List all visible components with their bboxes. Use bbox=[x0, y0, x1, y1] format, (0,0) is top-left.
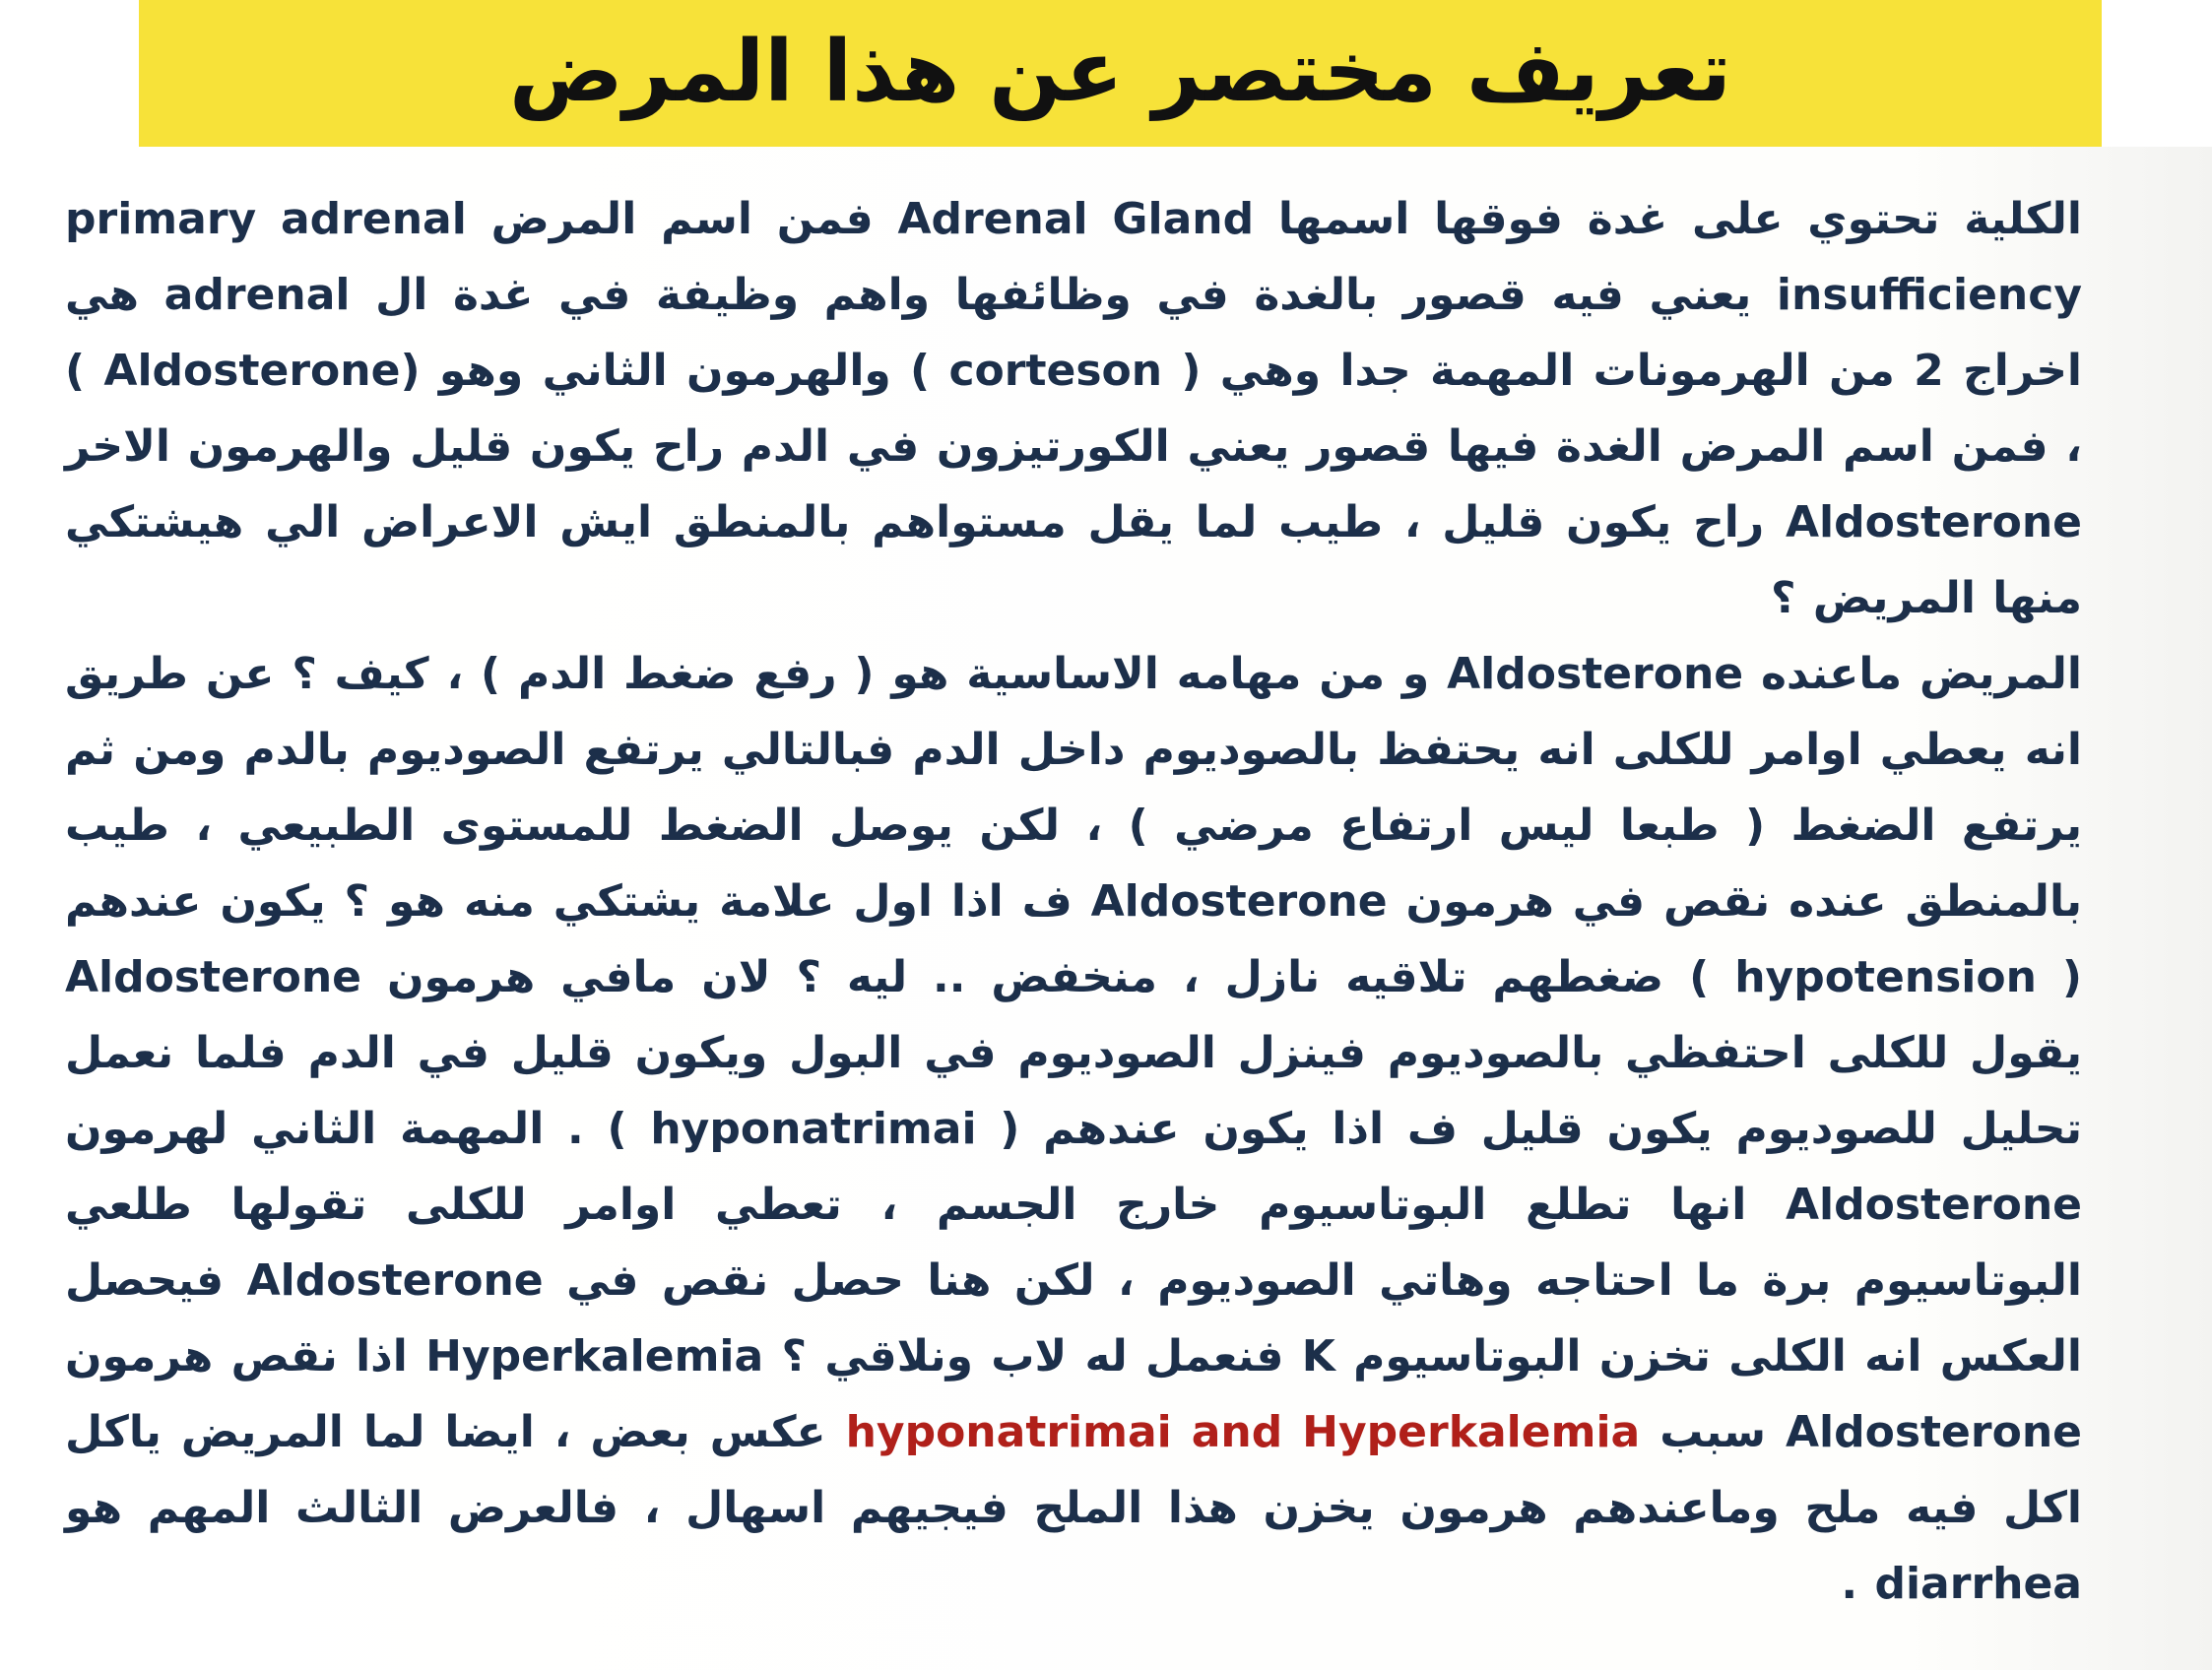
title-banner bbox=[139, 0, 2102, 147]
body-text bbox=[65, 181, 2082, 1622]
paragraph-1: الكلية تحتوي على غدة فوقها اسمها Adrenal Gland فمن اسم المرض primary adrenal insufficiency يعني فيه قصور بالغدة في وظائفها واهم وظيفة في غدة ال adrenal هي اخراج 2 من الهرمونات المهمة جدا وهي ( corteson ) والهرمون الثاني وهو (Aldosterone ) ، فمن اسم المرض الغدة فيها قصور يعني الكورتيزون في الدم راح يكون قليل والهرمون الاخر Aldosterone راح يكون قليل ، طيب لما يقل مستواهم بالمنطق ايش الاعراض الي هيشتكي منها المريض ؟ bbox=[65, 194, 2083, 623]
page-title: تعريف مختصر عن هذا المرض bbox=[509, 22, 1731, 121]
paragraph-2-end: عكس بعض ، ايضا لما المريض ياكل اكل فيه ملح وماعندهم هرمون يخزن هذا الملح فيجيهم اسهال ، فالعرض الثالث المهم هو diarrhea . bbox=[65, 1407, 2082, 1609]
paragraph-2 bbox=[65, 636, 2082, 1622]
paragraph-2-main: المريض ماعنده Aldosterone و من مهامه الاساسية هو ( رفع ضغط الدم ) ، كيف ؟ عن طريق انه يعطي اوامر للكلى انه يحتفظ بالصوديوم داخل الدم فبالتالي يرتفع الصوديوم بالدم ومن ثم يرتفع الضغط ( طبعا ليس ارتفاع مرضي ) ، لكن يوصل الضغط للمستوى الطبيعي ، طيب بالمنطق عنده نقص في هرمون Aldosterone ف اذا اول علامة يشتكي منه هو ؟ يكون عندهم ( hypotension ) ضغطهم تلاقيه نازل ، منخفض .. ليه ؟ لان مافي هرمون Aldosterone يقول للكلى احتفظي بالصوديوم فينزل الصوديوم في البول ويكون قليل في الدم فلما نعمل تحليل للصوديوم يكون قليل ف اذا يكون عندهم ( hyponatrimai ) . المهمة الثاني لهرمون Aldosterone انها تطلع البوتاسيوم خارج الجسم ، تعطي اوامر للكلى تقولها طلعي البوتاسيوم برة ما احتاجه وهاتي الصوديوم ، لكن هنا حصل نقص في Aldosterone فيحصل العكس انه الكلى تخزن البوتاسيوم K فنعمل له لاب ونلاقي ؟ Hyperkalemia اذا نقص هرمون Aldosterone سبب bbox=[65, 649, 2083, 1457]
highlighted-terms: hyponatrimai and Hyperkalemia bbox=[845, 1407, 1641, 1457]
